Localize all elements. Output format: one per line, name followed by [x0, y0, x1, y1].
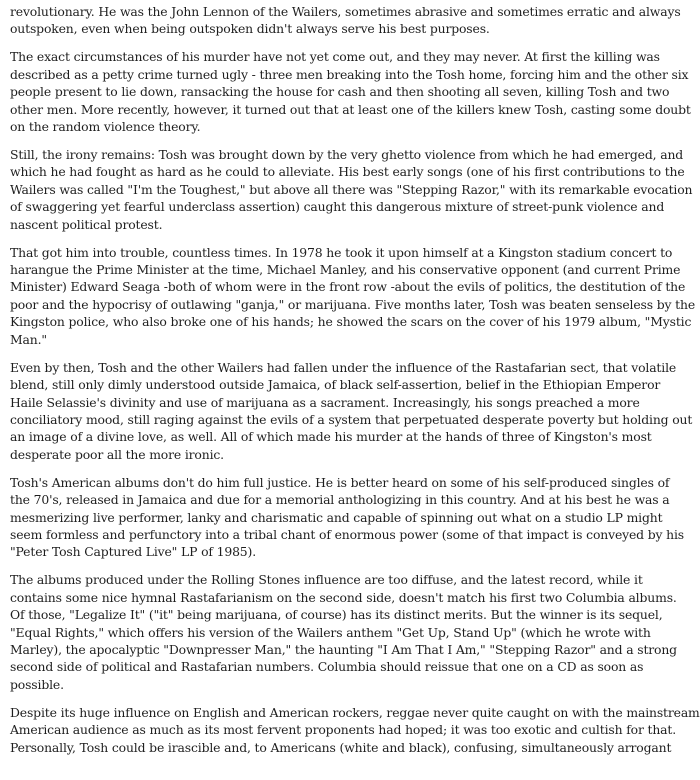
text-line: Despite its huge influence on English and American rockers, reggae never quite caught on with the mainstream [10, 704, 700, 720]
text-line: Of those, "Legalize It" ("it" being marijuana, of course) has its distinct merits. But the winner is its sequel, [10, 607, 663, 623]
paragraph-1 [10, 3, 681, 38]
text-line: Still, the irony remains: Tosh was brought down by the very ghetto violence from which he had emerged, and [10, 147, 684, 163]
text-line: possible. [10, 676, 64, 692]
text-line: American audience as much as its most fervent proponents had hoped; it was too exotic and cultish for that. [10, 722, 677, 738]
paragraph-3 [10, 146, 693, 233]
text-line: described as a petty crime turned ugly - three men breaking into the Tosh home, forcing him and the other six [10, 66, 689, 82]
paragraph-8 [10, 704, 700, 756]
text-line: poor and the hypocrisy of outlawing "ganja," or marijuana. Five months later, Tosh was beaten senseless by the [10, 296, 696, 312]
text-line: Personally, Tosh could be irascible and, to Americans (white and black), confusing, simultaneously arrogant [10, 739, 672, 755]
text-line: harangue the Prime Minister at the time, Michael Manley, and his conservative opponent (and current Prime [10, 262, 681, 278]
text-line: Even by then, Tosh and the other Wailers had fallen under the influence of the Rastafarian sect, that volatile [10, 359, 677, 375]
text-line: which he had fought as hard as he could to alleviate. His best early songs (one of his first contributions to the [10, 164, 685, 180]
text-line: contains some nice hymnal Rastafarianism on the second side, doesn't match his first two Columbia albums. [10, 589, 677, 605]
text-line: desperate poor all the more ironic. [10, 446, 224, 462]
text-line: second side of political and Rastafarian numbers. Columbia should reissue that one on a CD as soon as [10, 659, 644, 675]
text-line: people present to lie down, ransacking the house for cash and then shooting all seven, killing Tosh and two [10, 84, 670, 100]
text-line: conciliatory mood, still raging against the evils of a system that perpetuated desperate poverty but holding out [10, 411, 693, 427]
text-line: Man." [10, 331, 47, 347]
text-line: Marley), the apocalyptic "Downpresser Man," the haunting "I Am That I Am," "Stepping Razor" and a strong [10, 641, 677, 657]
text-line: Tosh's American albums don't do him full justice. He is better heard on some of his self-produced singles of [10, 474, 670, 490]
text-line: mesmerizing live performer, lanky and charismatic and capable of spinning out what on a studio LP might [10, 509, 663, 525]
paragraph-2 [10, 48, 691, 135]
text-line: The exact circumstances of his murder have not yet come out, and they may never. At first the killing was [10, 49, 660, 65]
paragraph-4 [10, 244, 696, 348]
text-line: the 70's, released in Jamaica and due for a memorial anthologizing in this country. And at his best he was a [10, 492, 670, 508]
text-line: revolutionary. He was the John Lennon of the Wailers, sometimes abrasive and sometimes erratic and always [10, 4, 681, 19]
text-line: of swaggering yet fearful underclass assertion) caught this dangerous mixture of street-punk violence and [10, 199, 665, 215]
paragraph-5 [10, 359, 693, 463]
text-line: outspoken, even when being outspoken didn't always serve his best purposes. [10, 21, 490, 37]
text-line: The albums produced under the Rolling Stones influence are too diffuse, and the latest record, while it [10, 572, 643, 588]
paragraph-7 [10, 571, 677, 693]
text-line: That got him into trouble, countless times. In 1978 he took it upon himself at a Kingston stadium concert to [10, 244, 673, 260]
text-line: nascent political protest. [10, 216, 163, 232]
text-line: on the random violence theory. [10, 119, 201, 135]
text-line: other men. More recently, however, it turned out that at least one of the killers knew Tosh, casting some doubt [10, 101, 691, 117]
text-line: blend, still only dimly understood outside Jamaica, of black self-assertion, belief in the Ethiopian Emperor [10, 377, 661, 393]
text-line: Wailers was called "I'm the Toughest," but above all there was "Stepping Razor," with its remarkable evocation [10, 181, 693, 197]
text-line: an image of a divine love, as well. All of which made his murder at the hands of three of Kingston's most [10, 429, 652, 445]
text-line: Minister) Edward Seaga -both of whom were in the front row -about the evils of politics, the destitution of the [10, 279, 686, 295]
paragraph-6 [10, 474, 684, 561]
text-line: seem formless and perfunctory into a tribal chant of enormous power (some of that impact is conveyed by his [10, 526, 684, 542]
text-line: "Peter Tosh Captured Live" LP of 1985). [10, 544, 257, 560]
text-line: Haile Selassie's divinity and use of marijuana as a sacrament. Increasingly, his songs preached a more [10, 394, 640, 410]
text-line: Kingston police, who also broke one of his hands; he showed the scars on the cover of his 1979 album, "Mystic [10, 314, 692, 330]
text-line: "Equal Rights," which offers his version of the Wailers anthem "Get Up, Stand Up" (which he wrote with [10, 624, 651, 640]
